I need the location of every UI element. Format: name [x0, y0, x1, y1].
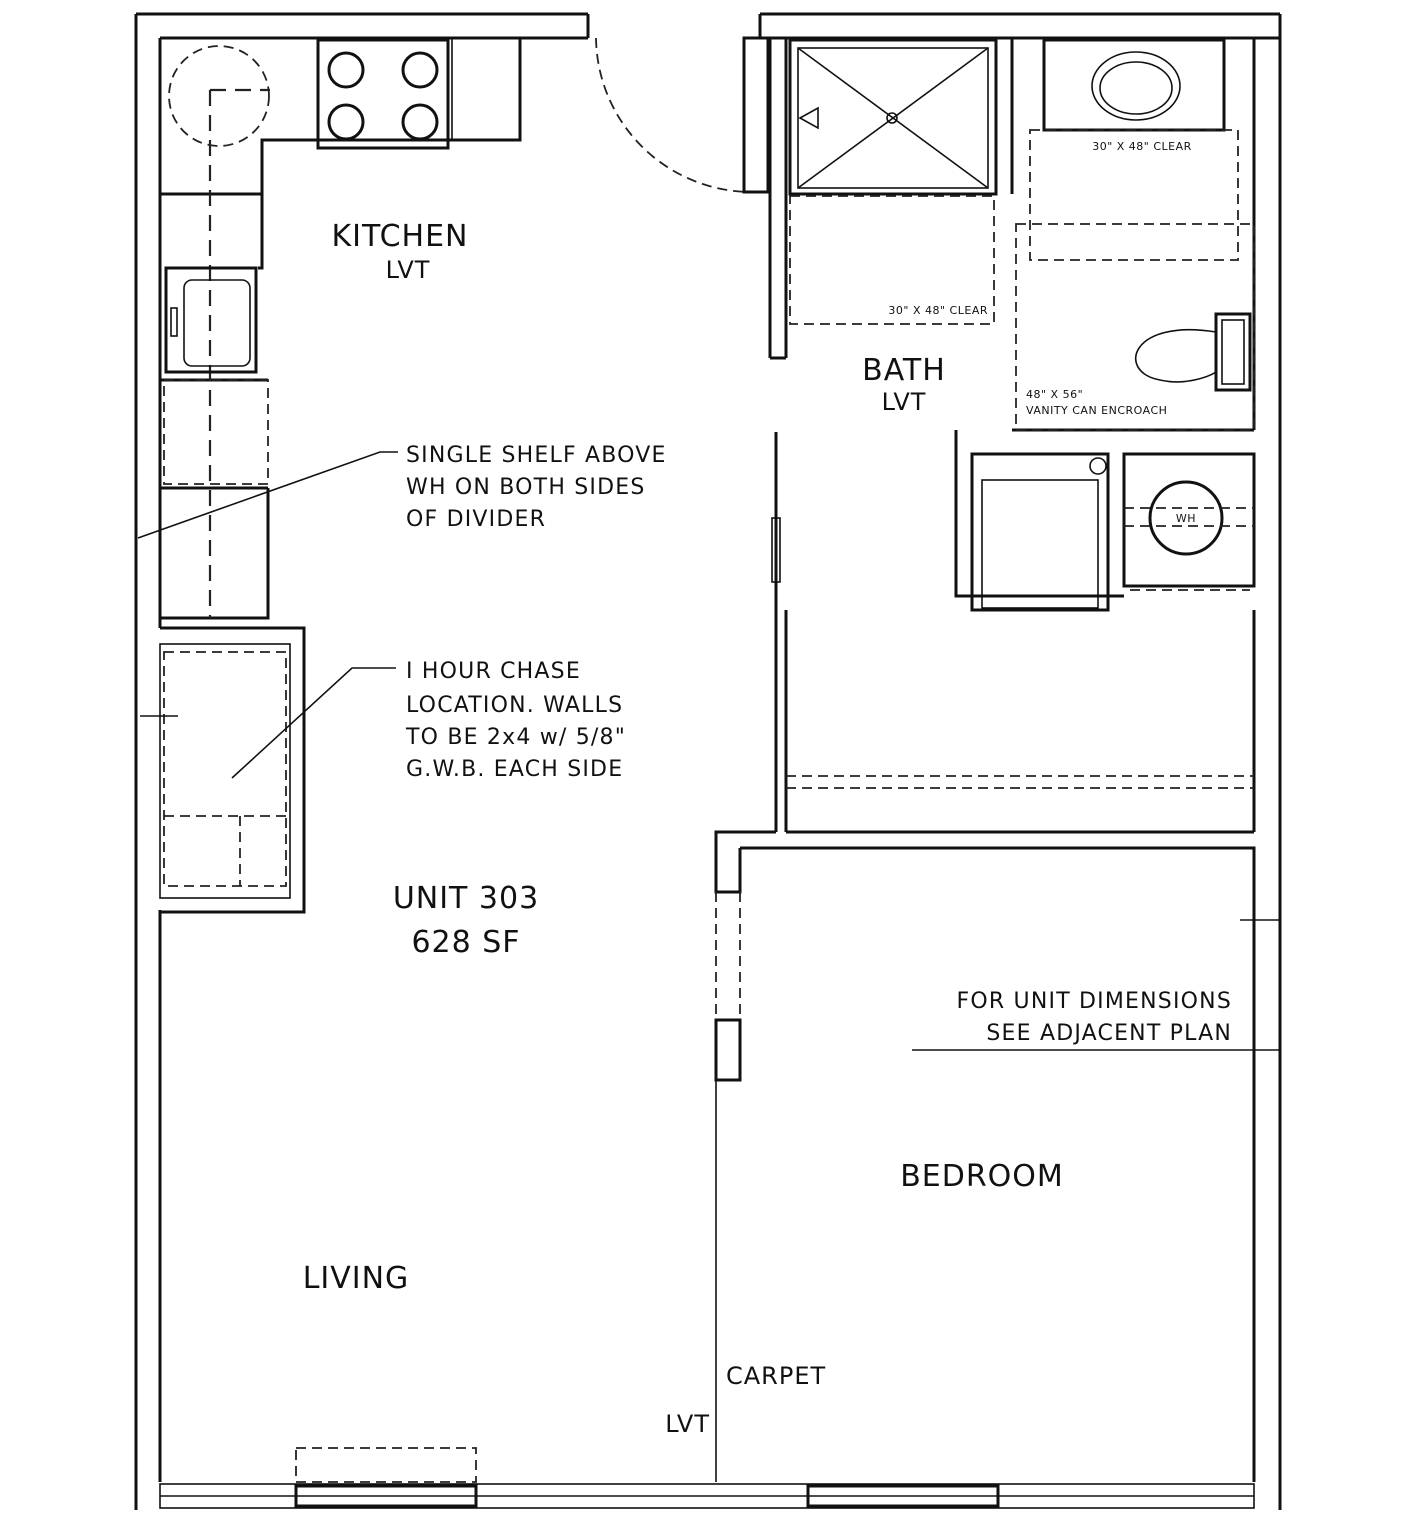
- shower: [790, 40, 996, 194]
- chase-note-line-2: LOCATION. WALLS: [406, 693, 624, 718]
- shelf-note-line-1: SINGLE SHELF ABOVE: [406, 443, 667, 468]
- partition-wall: [716, 432, 1254, 1482]
- lavatory-clearance-label: 30" X 48" CLEAR: [1092, 140, 1192, 153]
- entry-door[interactable]: [596, 38, 768, 192]
- bath-walls: [768, 38, 1280, 430]
- laundry-closet: [956, 430, 1254, 610]
- vanity-clearance-line-2: VANITY CAN ENCROACH: [1026, 404, 1168, 417]
- chase: [140, 628, 304, 912]
- unit-title: UNIT 303: [392, 881, 540, 916]
- dimension-note-line-1: FOR UNIT DIMENSIONS: [956, 989, 1232, 1014]
- toilet: [1136, 314, 1250, 390]
- chase-note-line-3: TO BE 2x4 w/ 5/8": [406, 725, 627, 750]
- vanity-clearance-line-1: 48" X 56": [1026, 388, 1084, 401]
- window-wall: [160, 1448, 1254, 1508]
- bedroom-closet: [786, 610, 1254, 832]
- shelf-note-line-3: OF DIVIDER: [406, 507, 547, 532]
- chase-leader: [232, 668, 396, 778]
- carpet-label: CARPET: [726, 1362, 827, 1390]
- dishwasher: [164, 380, 268, 484]
- chase-note-line-4: G.W.B. EACH SIDE: [406, 757, 624, 782]
- shelf-note-line-2: WH ON BOTH SIDES: [406, 475, 646, 500]
- unit-area: 628 SF: [411, 925, 521, 960]
- water-heater-tag: WH: [1175, 512, 1197, 525]
- dimension-note-line-2: SEE ADJACENT PLAN: [986, 1021, 1232, 1046]
- lavatory: [1044, 40, 1224, 130]
- bath-floor-label: LVT: [881, 388, 927, 416]
- lvt-label: LVT: [665, 1410, 710, 1438]
- shower-clearance-label: 30" X 48" CLEAR: [888, 304, 988, 317]
- cooktop: [318, 40, 448, 148]
- chase-note-line-1: I HOUR CHASE: [406, 659, 581, 684]
- bedroom-label: BEDROOM: [900, 1159, 1064, 1194]
- bath-label: BATH: [862, 353, 946, 388]
- living-label: LIVING: [302, 1261, 410, 1296]
- kitchen-label: KITCHEN: [331, 219, 469, 254]
- kitchen-floor-label: LVT: [385, 256, 431, 284]
